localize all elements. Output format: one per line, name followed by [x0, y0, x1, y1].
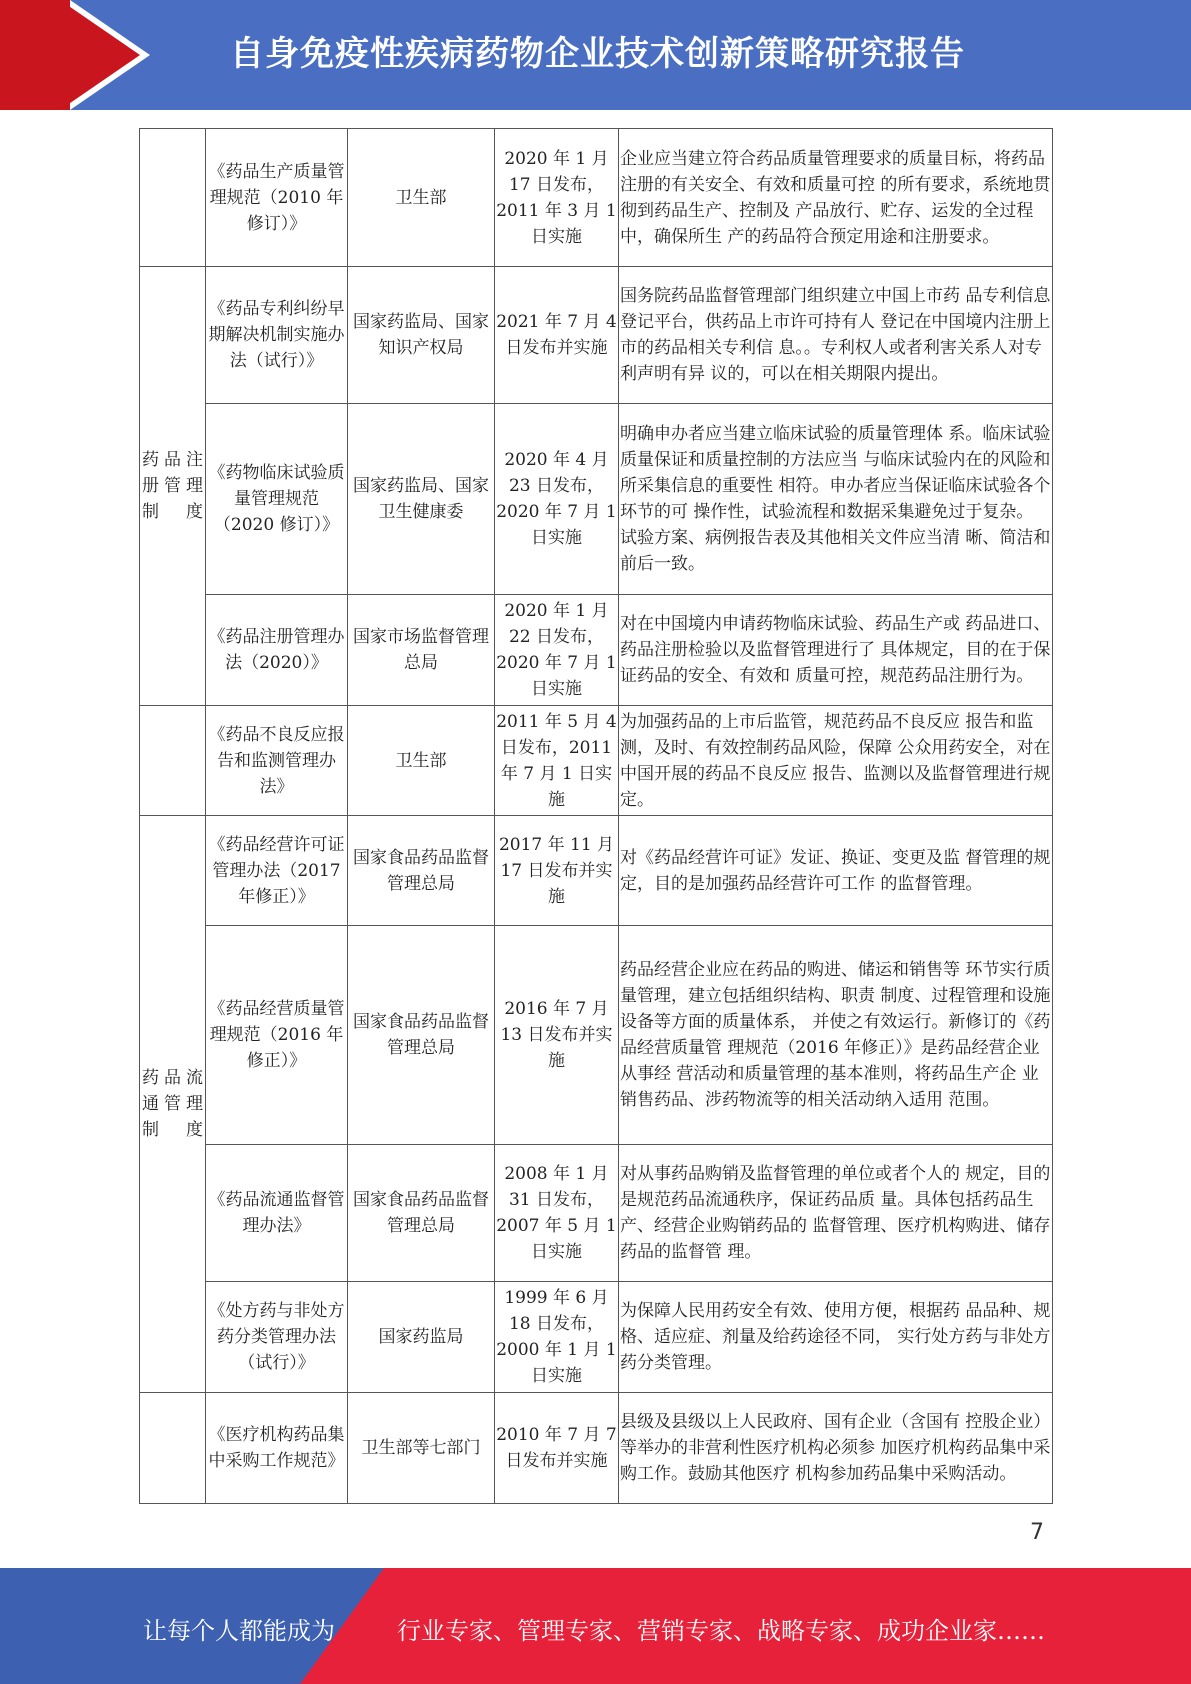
regulation-description: 对从事药品购销及监督管理的单位或者个人的 规定，目的是规范药品流通秩序，保证药品质 量。具体包括药品生产、经营企业购销药品的 监督管理、医疗机构购进、储存药品的监督管 理。	[619, 1145, 1053, 1282]
page-header	[0, 0, 1191, 110]
issuing-department: 国家食品药品监督管理总局	[348, 816, 495, 926]
issue-date: 2020 年 1 月 17 日发布，2011 年 3 月 1 日实施	[495, 129, 619, 267]
table-row	[140, 1145, 1053, 1282]
regulation-name: 《药品生产质量管理规范（2010 年修订）》	[206, 129, 348, 267]
issue-date: 1999 年 6 月 18 日发布，2000 年 1 月 1 日实施	[495, 1282, 619, 1393]
regulation-name: 《药物临床试验质量管理规范（2020 修订）》	[206, 404, 348, 595]
category-cell	[140, 129, 206, 267]
header-chevron-red	[60, 0, 140, 110]
regulation-description: 明确申办者应当建立临床试验的质量管理体 系。临床试验质量保证和质量控制的方法应当 与临床试验内在的风险和所采集信息的重要性 相符。申办者应当保证临床试验各个环节的可 操作性，试验流程和数据采集避免过于复杂。 试验方案、病例报告表及其他相关文件应当清 晰、简洁和前后一致。	[619, 404, 1053, 595]
regulation-description: 国务院药品监督管理部门组织建立中国上市药 品专利信息登记平台，供药品上市许可持有人 登记在中国境内注册上市的药品相关专利信 息。。专利权人或者利害关系人对专利声明有异 议的，可以在相关期限内提出。	[619, 267, 1053, 404]
issue-date: 2021 年 7 月 4 日发布并实施	[495, 267, 619, 404]
issue-date: 2010 年 7 月 7 日发布并实施	[495, 1393, 619, 1504]
regulation-description: 县级及县级以上人民政府、国有企业（含国有 控股企业）等举办的非营利性医疗机构必须参 加医疗机构药品集中采购工作。鼓励其他医疗 机构参加药品集中采购活动。	[619, 1393, 1053, 1504]
regulation-name: 《药品注册管理办法（2020）》	[206, 595, 348, 706]
issuing-department: 国家药监局	[348, 1282, 495, 1393]
table-row	[140, 1393, 1053, 1504]
regulation-name: 《药品专利纠纷早期解决机制实施办法（试行）》	[206, 267, 348, 404]
issue-date: 2016 年 7 月 13 日发布并实施	[495, 926, 619, 1145]
issuing-department: 卫生部	[348, 706, 495, 816]
table-row	[140, 926, 1053, 1145]
issuing-department: 国家药监局、国家卫生健康委	[348, 404, 495, 595]
page-footer	[0, 1568, 1191, 1684]
regulation-description: 对在中国境内申请药物临床试验、药品生产或 药品进口、药品注册检验以及监督管理进行了 具体规定，目的在于保证药品的安全、有效和 质量可控，规范药品注册行为。	[619, 595, 1053, 706]
regulation-name: 《处方药与非处方药分类管理办法（试行）》	[206, 1282, 348, 1393]
regulation-name: 《药品流通监督管理办法》	[206, 1145, 348, 1282]
regulation-name: 《医疗机构药品集中采购工作规范》	[206, 1393, 348, 1504]
table-row	[140, 595, 1053, 706]
regulation-description: 为加强药品的上市后监管，规范药品不良反应 报告和监测，及时、有效控制药品风险，保障 公众用药安全，对在中国开展的药品不良反应 报告、监测以及监督管理进行规定。	[619, 706, 1053, 816]
regulation-name: 《药品经营质量管理规范（2016 年修正）》	[206, 926, 348, 1145]
category-cell: 药品流通管理制度	[140, 816, 206, 1393]
issuing-department: 国家食品药品监督管理总局	[348, 1145, 495, 1282]
page-number: 7	[1030, 1520, 1044, 1545]
issuing-department: 国家药监局、国家知识产权局	[348, 267, 495, 404]
issue-date: 2017 年 11 月 17 日发布并实施	[495, 816, 619, 926]
regulation-name: 《药品经营许可证管理办法（2017 年修正）》	[206, 816, 348, 926]
footer-slogan-left: 让每个人都能成为	[143, 1617, 335, 1645]
issuing-department: 卫生部	[348, 129, 495, 267]
regulation-description: 对《药品经营许可证》发证、换证、变更及监 督管理的规定，目的是加强药品经营许可工作 的监督管理。	[619, 816, 1053, 926]
category-cell	[140, 706, 206, 816]
issuing-department: 国家食品药品监督管理总局	[348, 926, 495, 1145]
category-cell: 药品注册管理制度	[140, 267, 206, 706]
table-row	[140, 816, 1053, 926]
table-row	[140, 1282, 1053, 1393]
regulation-table	[139, 128, 1053, 1504]
category-cell	[140, 1393, 206, 1504]
footer-slogan-right: 行业专家、管理专家、营销专家、战略专家、成功企业家……	[397, 1617, 1045, 1645]
issue-date: 2008 年 1 月 31 日发布，2007 年 5 月 1 日实施	[495, 1145, 619, 1282]
table-row	[140, 404, 1053, 595]
regulation-description: 药品经营企业应在药品的购进、储运和销售等 环节实行质量管理，建立包括组织结构、职责 制度、过程管理和设施设备等方面的质量体系， 并使之有效运行。新修订的《药品经营质量管 理规范（2016 年修正）》是药品经营企业从事经 营活动和质量管理的基本准则，将药品生产企 业销售药品、涉药物流等的相关活动纳入适用 范围。	[619, 926, 1053, 1145]
regulation-description: 企业应当建立符合药品质量管理要求的质量目标，将药品注册的有关安全、有效和质量可控 的所有要求，系统地贯彻到药品生产、控制及 产品放行、贮存、运发的全过程中，确保所生 产的药品符合预定用途和注册要求。	[619, 129, 1053, 267]
issue-date: 2020 年 1 月 22 日发布，2020 年 7 月 1 日实施	[495, 595, 619, 706]
regulation-name: 《药品不良反应报告和监测管理办法》	[206, 706, 348, 816]
issuing-department: 卫生部等七部门	[348, 1393, 495, 1504]
issue-date: 2020 年 4 月 23 日发布，2020 年 7 月 1 日实施	[495, 404, 619, 595]
table-row	[140, 129, 1053, 267]
issue-date: 2011 年 5 月 4 日发布，2011 年 7 月 1 日实施	[495, 706, 619, 816]
regulation-description: 为保障人民用药安全有效、使用方便，根据药 品品种、规格、适应症、剂量及给药途径不同， 实行处方药与非处方药分类管理。	[619, 1282, 1053, 1393]
table-row	[140, 706, 1053, 816]
table-row	[140, 267, 1053, 404]
report-title: 自身免疫性疾病药物企业技术创新策略研究报告	[230, 34, 965, 74]
issuing-department: 国家市场监督管理总局	[348, 595, 495, 706]
